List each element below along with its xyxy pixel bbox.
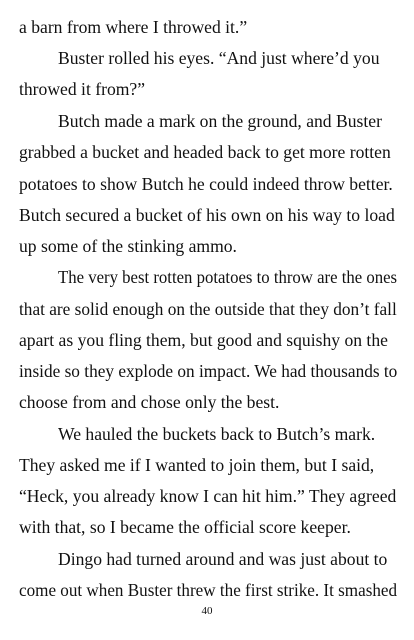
text-line-12: inside so they explode on impact. We had thousands to <box>19 361 398 381</box>
text-line-8: up some of the stinking ammo. <box>19 236 237 256</box>
text-line-17: with that, so I became the official score keeper. <box>19 517 351 537</box>
text-line-13: choose from and chose only the best. <box>19 392 280 412</box>
page-number: 40 <box>201 605 213 617</box>
text-line-14: We hauled the buckets back to Butch’s mark. <box>58 424 376 444</box>
text-line-4: Butch made a mark on the ground, and Buster <box>58 111 382 131</box>
text-line-5: grabbed a bucket and headed back to get more rotten <box>19 142 391 162</box>
text-line-15: They asked me if I wanted to join them, but I said, <box>19 455 375 475</box>
text-line-9: The very best rotten potatoes to throw are the ones <box>58 267 398 287</box>
text-line-10: that are solid enough on the outside that they don’t fall <box>19 299 397 319</box>
text-line-7: Butch secured a bucket of his own on his way to load <box>19 205 395 225</box>
text-line-19: come out when Buster threw the first strike. It smashed <box>19 580 398 600</box>
text-line-3: throwed it from?” <box>19 79 146 99</box>
text-line-11: apart as you fling them, but good and squishy on the <box>19 330 388 350</box>
text-line-1: a barn from where I throwed it.” <box>19 17 248 37</box>
text-line-6: potatoes to show Butch he could indeed throw better. <box>19 174 393 194</box>
text-line-16: “Heck, you already know I can hit him.” They agreed <box>19 486 397 506</box>
text-line-2: Buster rolled his eyes. “And just where’d you <box>58 48 380 68</box>
text-line-18: Dingo had turned around and was just about to <box>58 549 388 569</box>
